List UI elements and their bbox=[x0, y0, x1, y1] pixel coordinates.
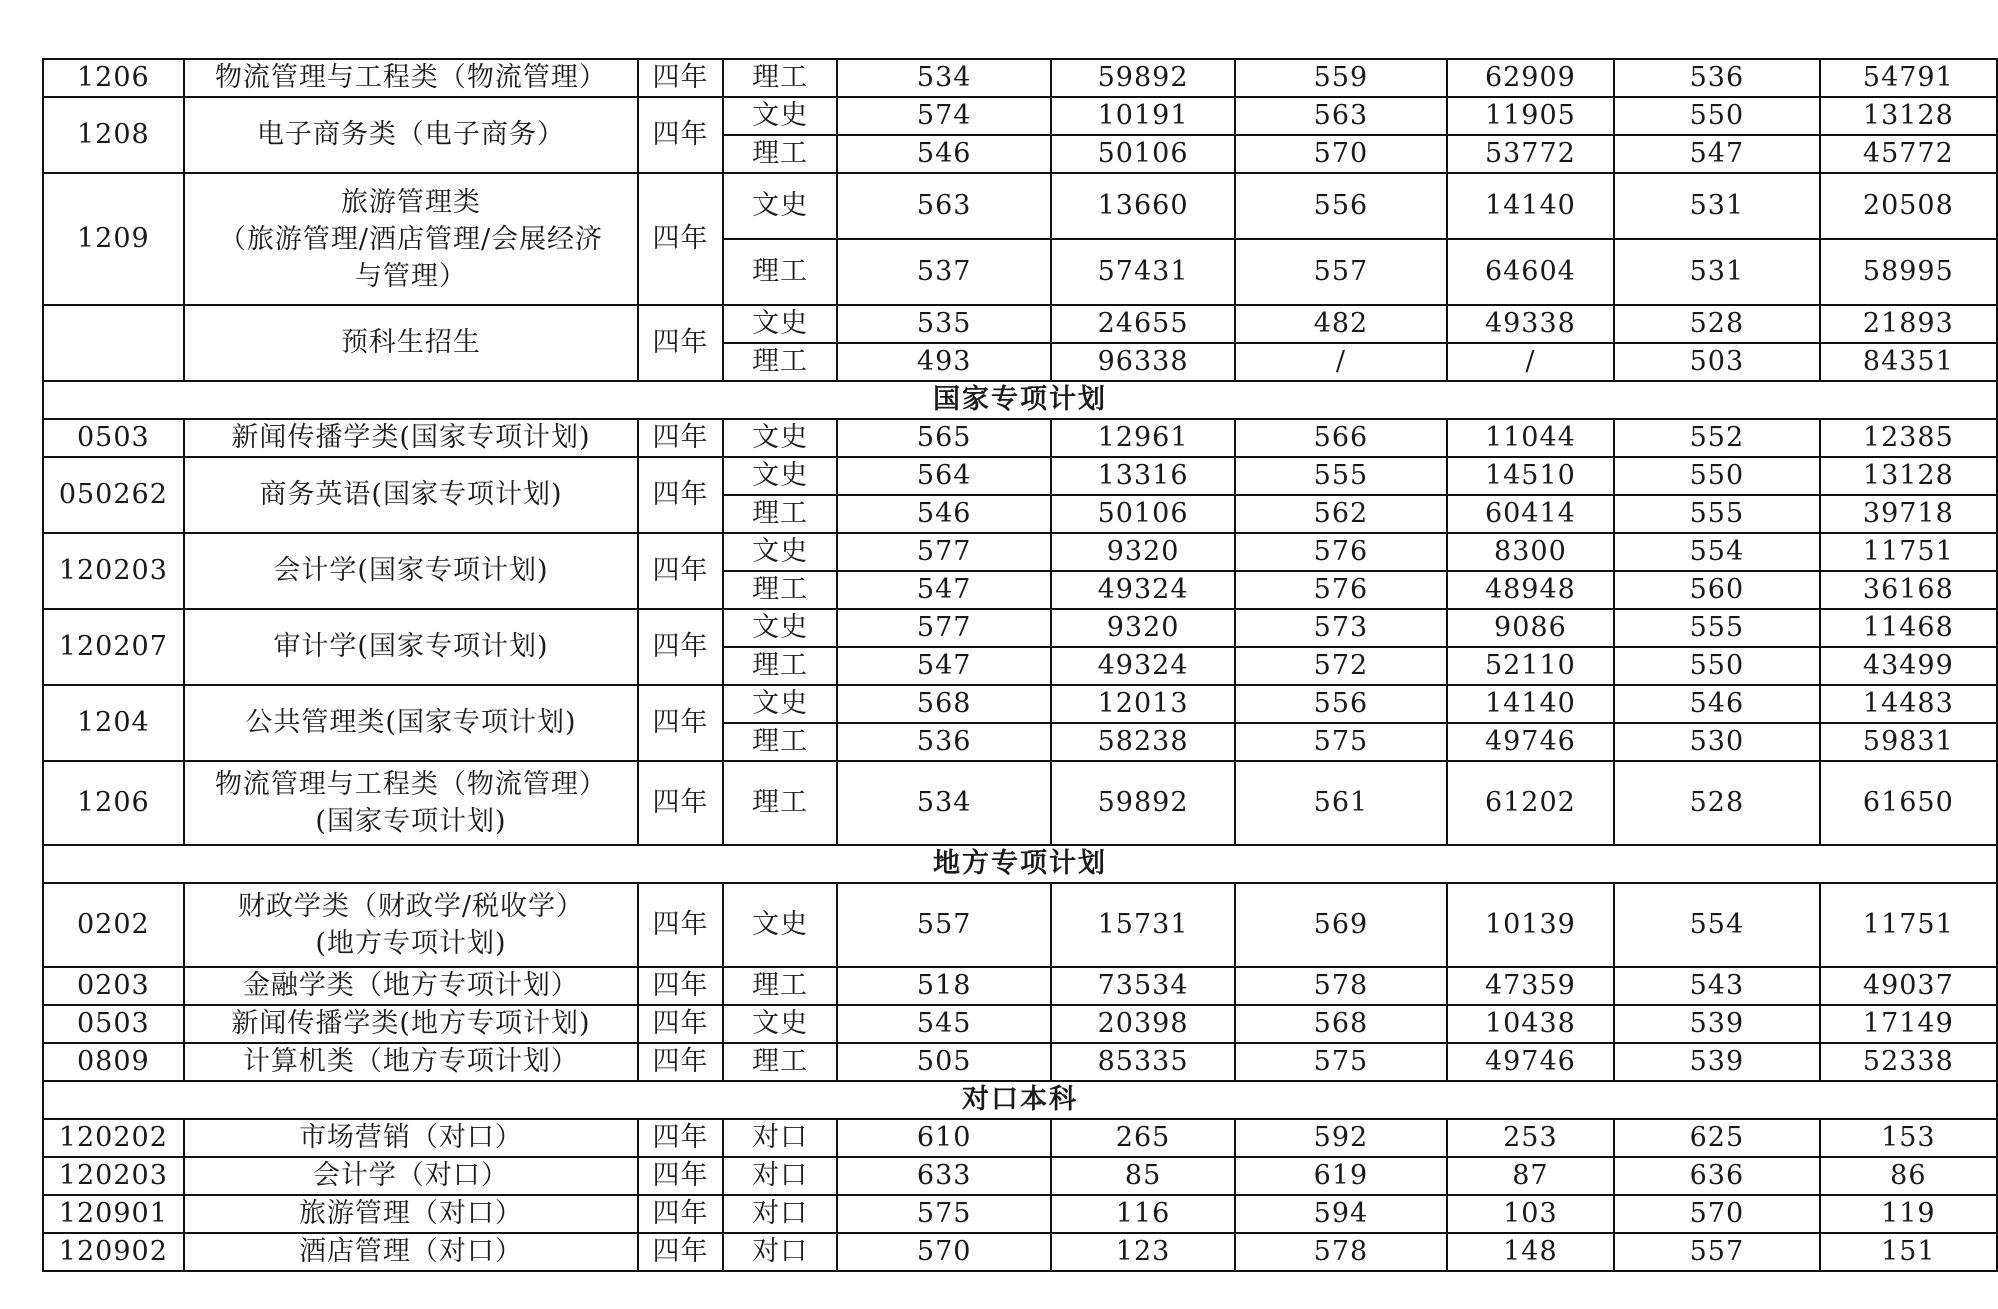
value-cell: 116 bbox=[1051, 1195, 1235, 1233]
major-name-cell bbox=[184, 173, 638, 305]
major-code-cell: 120202 bbox=[43, 1119, 184, 1157]
value-cell: 265 bbox=[1051, 1119, 1235, 1157]
duration-cell: 四年 bbox=[638, 1233, 723, 1271]
value-cell: 565 bbox=[837, 419, 1051, 457]
value-cell: 20508 bbox=[1820, 173, 1997, 239]
value-cell: 84351 bbox=[1820, 343, 1997, 381]
major-name-cell: 公共管理类(国家专项计划) bbox=[184, 685, 638, 761]
value-cell: 14510 bbox=[1447, 457, 1614, 495]
value-cell: 47359 bbox=[1447, 967, 1614, 1005]
value-cell: 49324 bbox=[1051, 647, 1235, 685]
value-cell: 575 bbox=[1235, 723, 1447, 761]
value-cell: 8300 bbox=[1447, 533, 1614, 571]
table-row bbox=[43, 173, 1997, 239]
duration-cell: 四年 bbox=[638, 1043, 723, 1081]
table-row bbox=[43, 1119, 1997, 1157]
value-cell: 36168 bbox=[1820, 571, 1997, 609]
table-row bbox=[43, 305, 1997, 343]
value-cell: 577 bbox=[837, 533, 1051, 571]
value-cell: 482 bbox=[1235, 305, 1447, 343]
value-cell: 505 bbox=[837, 1043, 1051, 1081]
value-cell: 103 bbox=[1447, 1195, 1614, 1233]
value-cell: 528 bbox=[1614, 305, 1820, 343]
table-row bbox=[43, 1043, 1997, 1081]
value-cell: 10191 bbox=[1051, 97, 1235, 135]
value-cell: 50106 bbox=[1051, 495, 1235, 533]
major-code-cell: 1208 bbox=[43, 97, 184, 173]
major-name-cell: 金融学类（地方专项计划） bbox=[184, 967, 638, 1005]
value-cell: 534 bbox=[837, 59, 1051, 97]
major-name-cell: 新闻传播学类(国家专项计划) bbox=[184, 419, 638, 457]
value-cell: 12013 bbox=[1051, 685, 1235, 723]
value-cell: 575 bbox=[837, 1195, 1051, 1233]
value-cell: 49746 bbox=[1447, 723, 1614, 761]
value-cell: 87 bbox=[1447, 1157, 1614, 1195]
value-cell: 11751 bbox=[1820, 533, 1997, 571]
value-cell: 153 bbox=[1820, 1119, 1997, 1157]
value-cell: 568 bbox=[837, 685, 1051, 723]
value-cell: 48948 bbox=[1447, 571, 1614, 609]
value-cell: 43499 bbox=[1820, 647, 1997, 685]
section-header-row bbox=[43, 1081, 1997, 1119]
section-title: 地方专项计划 bbox=[43, 845, 1997, 883]
value-cell: 53772 bbox=[1447, 135, 1614, 173]
value-cell: 566 bbox=[1235, 419, 1447, 457]
value-cell: 9086 bbox=[1447, 609, 1614, 647]
major-name-cell: 酒店管理（对口） bbox=[184, 1233, 638, 1271]
table-row bbox=[43, 1005, 1997, 1043]
value-cell: 123 bbox=[1051, 1233, 1235, 1271]
table-row bbox=[43, 97, 1997, 135]
value-cell: 49324 bbox=[1051, 571, 1235, 609]
category-cell: 文史 bbox=[723, 305, 837, 343]
value-cell: 85 bbox=[1051, 1157, 1235, 1195]
value-cell: 531 bbox=[1614, 239, 1820, 305]
category-cell: 文史 bbox=[723, 457, 837, 495]
major-code-cell: 0809 bbox=[43, 1043, 184, 1081]
category-cell: 理工 bbox=[723, 59, 837, 97]
major-name-cell: 商务英语(国家专项计划) bbox=[184, 457, 638, 533]
value-cell: 578 bbox=[1235, 967, 1447, 1005]
major-name-line: （旅游管理/酒店管理/会展经济 bbox=[218, 223, 604, 255]
value-cell: 54791 bbox=[1820, 59, 1997, 97]
duration-cell: 四年 bbox=[638, 1005, 723, 1043]
value-cell: 550 bbox=[1614, 647, 1820, 685]
value-cell: 546 bbox=[837, 135, 1051, 173]
category-cell: 文史 bbox=[723, 97, 837, 135]
major-name-cell: 会计学(国家专项计划) bbox=[184, 533, 638, 609]
section-title: 国家专项计划 bbox=[43, 381, 1997, 419]
value-cell: 560 bbox=[1614, 571, 1820, 609]
category-cell: 对口 bbox=[723, 1195, 837, 1233]
section-header-row bbox=[43, 845, 1997, 883]
table-row bbox=[43, 883, 1997, 967]
category-cell: 理工 bbox=[723, 135, 837, 173]
value-cell: 17149 bbox=[1820, 1005, 1997, 1043]
value-cell: 569 bbox=[1235, 883, 1447, 967]
major-name-line: 与管理） bbox=[354, 260, 467, 292]
major-name-cell: 物流管理与工程类（物流管理） bbox=[184, 59, 638, 97]
value-cell: 554 bbox=[1614, 883, 1820, 967]
major-name-cell bbox=[184, 761, 638, 845]
major-code-cell: 1206 bbox=[43, 761, 184, 845]
table-row bbox=[43, 609, 1997, 647]
major-code-cell: 1209 bbox=[43, 173, 184, 305]
duration-cell: 四年 bbox=[638, 967, 723, 1005]
value-cell: 570 bbox=[1235, 135, 1447, 173]
value-cell: 13128 bbox=[1820, 97, 1997, 135]
value-cell: 13316 bbox=[1051, 457, 1235, 495]
major-name-cell: 新闻传播学类(地方专项计划) bbox=[184, 1005, 638, 1043]
value-cell: 619 bbox=[1235, 1157, 1447, 1195]
table-row bbox=[43, 685, 1997, 723]
value-cell: 547 bbox=[837, 571, 1051, 609]
duration-cell: 四年 bbox=[638, 457, 723, 533]
table-row bbox=[43, 533, 1997, 571]
section-header-row bbox=[43, 381, 1997, 419]
value-cell: 14140 bbox=[1447, 173, 1614, 239]
major-code-cell: 0203 bbox=[43, 967, 184, 1005]
value-cell: 535 bbox=[837, 305, 1051, 343]
duration-cell: 四年 bbox=[638, 419, 723, 457]
value-cell: 59892 bbox=[1051, 59, 1235, 97]
duration-cell: 四年 bbox=[638, 685, 723, 761]
value-cell: 552 bbox=[1614, 419, 1820, 457]
major-code-cell: 120203 bbox=[43, 533, 184, 609]
value-cell: 556 bbox=[1235, 173, 1447, 239]
major-code-cell: 120901 bbox=[43, 1195, 184, 1233]
value-cell: 577 bbox=[837, 609, 1051, 647]
value-cell: 58238 bbox=[1051, 723, 1235, 761]
duration-cell: 四年 bbox=[638, 883, 723, 967]
duration-cell: 四年 bbox=[638, 59, 723, 97]
value-cell: 545 bbox=[837, 1005, 1051, 1043]
major-name-line: 旅游管理类 bbox=[340, 186, 481, 218]
value-cell: 556 bbox=[1235, 685, 1447, 723]
duration-cell: 四年 bbox=[638, 1119, 723, 1157]
category-cell: 理工 bbox=[723, 239, 837, 305]
category-cell: 文史 bbox=[723, 533, 837, 571]
major-name-cell: 电子商务类（电子商务） bbox=[184, 97, 638, 173]
category-cell: 对口 bbox=[723, 1157, 837, 1195]
category-cell: 文史 bbox=[723, 685, 837, 723]
category-cell: 理工 bbox=[723, 647, 837, 685]
table-row bbox=[43, 967, 1997, 1005]
category-cell: 文史 bbox=[723, 419, 837, 457]
major-name-cell: 预科生招生 bbox=[184, 305, 638, 381]
value-cell: 24655 bbox=[1051, 305, 1235, 343]
value-cell: 572 bbox=[1235, 647, 1447, 685]
value-cell: 574 bbox=[837, 97, 1051, 135]
table-row bbox=[43, 419, 1997, 457]
value-cell: 49746 bbox=[1447, 1043, 1614, 1081]
value-cell: 64604 bbox=[1447, 239, 1614, 305]
value-cell: 561 bbox=[1235, 761, 1447, 845]
value-cell: 570 bbox=[1614, 1195, 1820, 1233]
major-code-cell: 1206 bbox=[43, 59, 184, 97]
category-cell: 对口 bbox=[723, 1233, 837, 1271]
table-row bbox=[43, 1157, 1997, 1195]
value-cell: / bbox=[1235, 343, 1447, 381]
value-cell: 61650 bbox=[1820, 761, 1997, 845]
table-row bbox=[43, 59, 1997, 97]
major-code-cell bbox=[43, 305, 184, 381]
major-name-line: (地方专项计划) bbox=[315, 928, 507, 959]
major-code-cell: 120203 bbox=[43, 1157, 184, 1195]
category-cell: 理工 bbox=[723, 495, 837, 533]
duration-cell: 四年 bbox=[638, 305, 723, 381]
major-code-cell: 120207 bbox=[43, 609, 184, 685]
major-name-line: (国家专项计划) bbox=[315, 806, 507, 837]
value-cell: 21893 bbox=[1820, 305, 1997, 343]
category-cell: 理工 bbox=[723, 343, 837, 381]
duration-cell: 四年 bbox=[638, 1195, 723, 1233]
category-cell: 文史 bbox=[723, 883, 837, 967]
value-cell: 564 bbox=[837, 457, 1051, 495]
value-cell: 10139 bbox=[1447, 883, 1614, 967]
value-cell: 503 bbox=[1614, 343, 1820, 381]
value-cell: 13660 bbox=[1051, 173, 1235, 239]
value-cell: 539 bbox=[1614, 1005, 1820, 1043]
value-cell: 557 bbox=[837, 883, 1051, 967]
value-cell: 13128 bbox=[1820, 457, 1997, 495]
major-name-cell: 会计学（对口） bbox=[184, 1157, 638, 1195]
value-cell: 625 bbox=[1614, 1119, 1820, 1157]
major-name-line: 物流管理与工程类（物流管理） bbox=[214, 769, 607, 800]
category-cell: 理工 bbox=[723, 723, 837, 761]
value-cell: 592 bbox=[1235, 1119, 1447, 1157]
major-code-cell: 0503 bbox=[43, 1005, 184, 1043]
value-cell: 11468 bbox=[1820, 609, 1997, 647]
duration-cell: 四年 bbox=[638, 609, 723, 685]
value-cell: 20398 bbox=[1051, 1005, 1235, 1043]
value-cell: 49037 bbox=[1820, 967, 1997, 1005]
value-cell: 555 bbox=[1614, 495, 1820, 533]
value-cell: 59892 bbox=[1051, 761, 1235, 845]
value-cell: 52338 bbox=[1820, 1043, 1997, 1081]
value-cell: 550 bbox=[1614, 97, 1820, 135]
table-row bbox=[43, 761, 1997, 845]
table-row bbox=[43, 1233, 1997, 1271]
value-cell: 9320 bbox=[1051, 609, 1235, 647]
value-cell: 11751 bbox=[1820, 883, 1997, 967]
major-name-cell: 市场营销（对口） bbox=[184, 1119, 638, 1157]
value-cell: 563 bbox=[837, 173, 1051, 239]
value-cell: 550 bbox=[1614, 457, 1820, 495]
value-cell: 546 bbox=[837, 495, 1051, 533]
category-cell: 理工 bbox=[723, 967, 837, 1005]
category-cell: 文史 bbox=[723, 609, 837, 647]
value-cell: 61202 bbox=[1447, 761, 1614, 845]
value-cell: 493 bbox=[837, 343, 1051, 381]
value-cell: 578 bbox=[1235, 1233, 1447, 1271]
value-cell: 610 bbox=[837, 1119, 1051, 1157]
value-cell: 555 bbox=[1235, 457, 1447, 495]
duration-cell: 四年 bbox=[638, 97, 723, 173]
duration-cell: 四年 bbox=[638, 1157, 723, 1195]
value-cell: 570 bbox=[837, 1233, 1051, 1271]
value-cell: 14483 bbox=[1820, 685, 1997, 723]
value-cell: 543 bbox=[1614, 967, 1820, 1005]
value-cell: 557 bbox=[1614, 1233, 1820, 1271]
major-code-cell: 0202 bbox=[43, 883, 184, 967]
value-cell: 57431 bbox=[1051, 239, 1235, 305]
value-cell: 633 bbox=[837, 1157, 1051, 1195]
major-name-cell: 旅游管理（对口） bbox=[184, 1195, 638, 1233]
value-cell: 534 bbox=[837, 761, 1051, 845]
value-cell: 12385 bbox=[1820, 419, 1997, 457]
major-name-cell bbox=[184, 883, 638, 967]
value-cell: 49338 bbox=[1447, 305, 1614, 343]
value-cell: 573 bbox=[1235, 609, 1447, 647]
value-cell: 50106 bbox=[1051, 135, 1235, 173]
major-name-cell: 计算机类（地方专项计划） bbox=[184, 1043, 638, 1081]
category-cell: 文史 bbox=[723, 173, 837, 239]
major-code-cell: 1204 bbox=[43, 685, 184, 761]
value-cell: 559 bbox=[1235, 59, 1447, 97]
value-cell: 10438 bbox=[1447, 1005, 1614, 1043]
value-cell: 537 bbox=[837, 239, 1051, 305]
major-code-cell: 050262 bbox=[43, 457, 184, 533]
value-cell: 60414 bbox=[1447, 495, 1614, 533]
value-cell: 39718 bbox=[1820, 495, 1997, 533]
value-cell: 86 bbox=[1820, 1157, 1997, 1195]
value-cell: / bbox=[1447, 343, 1614, 381]
category-cell: 理工 bbox=[723, 571, 837, 609]
value-cell: 119 bbox=[1820, 1195, 1997, 1233]
value-cell: 528 bbox=[1614, 761, 1820, 845]
value-cell: 62909 bbox=[1447, 59, 1614, 97]
category-cell: 文史 bbox=[723, 1005, 837, 1043]
value-cell: 12961 bbox=[1051, 419, 1235, 457]
value-cell: 539 bbox=[1614, 1043, 1820, 1081]
category-cell: 理工 bbox=[723, 761, 837, 845]
value-cell: 554 bbox=[1614, 533, 1820, 571]
value-cell: 148 bbox=[1447, 1233, 1614, 1271]
value-cell: 9320 bbox=[1051, 533, 1235, 571]
value-cell: 253 bbox=[1447, 1119, 1614, 1157]
major-name-cell: 审计学(国家专项计划) bbox=[184, 609, 638, 685]
value-cell: 73534 bbox=[1051, 967, 1235, 1005]
value-cell: 576 bbox=[1235, 571, 1447, 609]
category-cell: 对口 bbox=[723, 1119, 837, 1157]
value-cell: 636 bbox=[1614, 1157, 1820, 1195]
table-row bbox=[43, 457, 1997, 495]
value-cell: 547 bbox=[1614, 135, 1820, 173]
section-title: 对口本科 bbox=[43, 1081, 1997, 1119]
value-cell: 52110 bbox=[1447, 647, 1614, 685]
value-cell: 15731 bbox=[1051, 883, 1235, 967]
value-cell: 518 bbox=[837, 967, 1051, 1005]
value-cell: 576 bbox=[1235, 533, 1447, 571]
table-row bbox=[43, 1195, 1997, 1233]
duration-cell: 四年 bbox=[638, 173, 723, 305]
value-cell: 546 bbox=[1614, 685, 1820, 723]
major-name-line: 财政学类（财政学/税收学） bbox=[237, 891, 584, 922]
value-cell: 536 bbox=[837, 723, 1051, 761]
category-cell: 理工 bbox=[723, 1043, 837, 1081]
value-cell: 59831 bbox=[1820, 723, 1997, 761]
value-cell: 96338 bbox=[1051, 343, 1235, 381]
value-cell: 11044 bbox=[1447, 419, 1614, 457]
duration-cell: 四年 bbox=[638, 533, 723, 609]
value-cell: 151 bbox=[1820, 1233, 1997, 1271]
value-cell: 563 bbox=[1235, 97, 1447, 135]
value-cell: 536 bbox=[1614, 59, 1820, 97]
value-cell: 45772 bbox=[1820, 135, 1997, 173]
value-cell: 555 bbox=[1614, 609, 1820, 647]
value-cell: 530 bbox=[1614, 723, 1820, 761]
table-body bbox=[43, 59, 1997, 1271]
value-cell: 575 bbox=[1235, 1043, 1447, 1081]
value-cell: 11905 bbox=[1447, 97, 1614, 135]
duration-cell: 四年 bbox=[638, 761, 723, 845]
value-cell: 58995 bbox=[1820, 239, 1997, 305]
value-cell: 531 bbox=[1614, 173, 1820, 239]
value-cell: 557 bbox=[1235, 239, 1447, 305]
value-cell: 85335 bbox=[1051, 1043, 1235, 1081]
admission-score-table bbox=[42, 58, 1998, 1272]
value-cell: 14140 bbox=[1447, 685, 1614, 723]
value-cell: 568 bbox=[1235, 1005, 1447, 1043]
major-code-cell: 120902 bbox=[43, 1233, 184, 1271]
value-cell: 562 bbox=[1235, 495, 1447, 533]
major-code-cell: 0503 bbox=[43, 419, 184, 457]
value-cell: 547 bbox=[837, 647, 1051, 685]
value-cell: 594 bbox=[1235, 1195, 1447, 1233]
